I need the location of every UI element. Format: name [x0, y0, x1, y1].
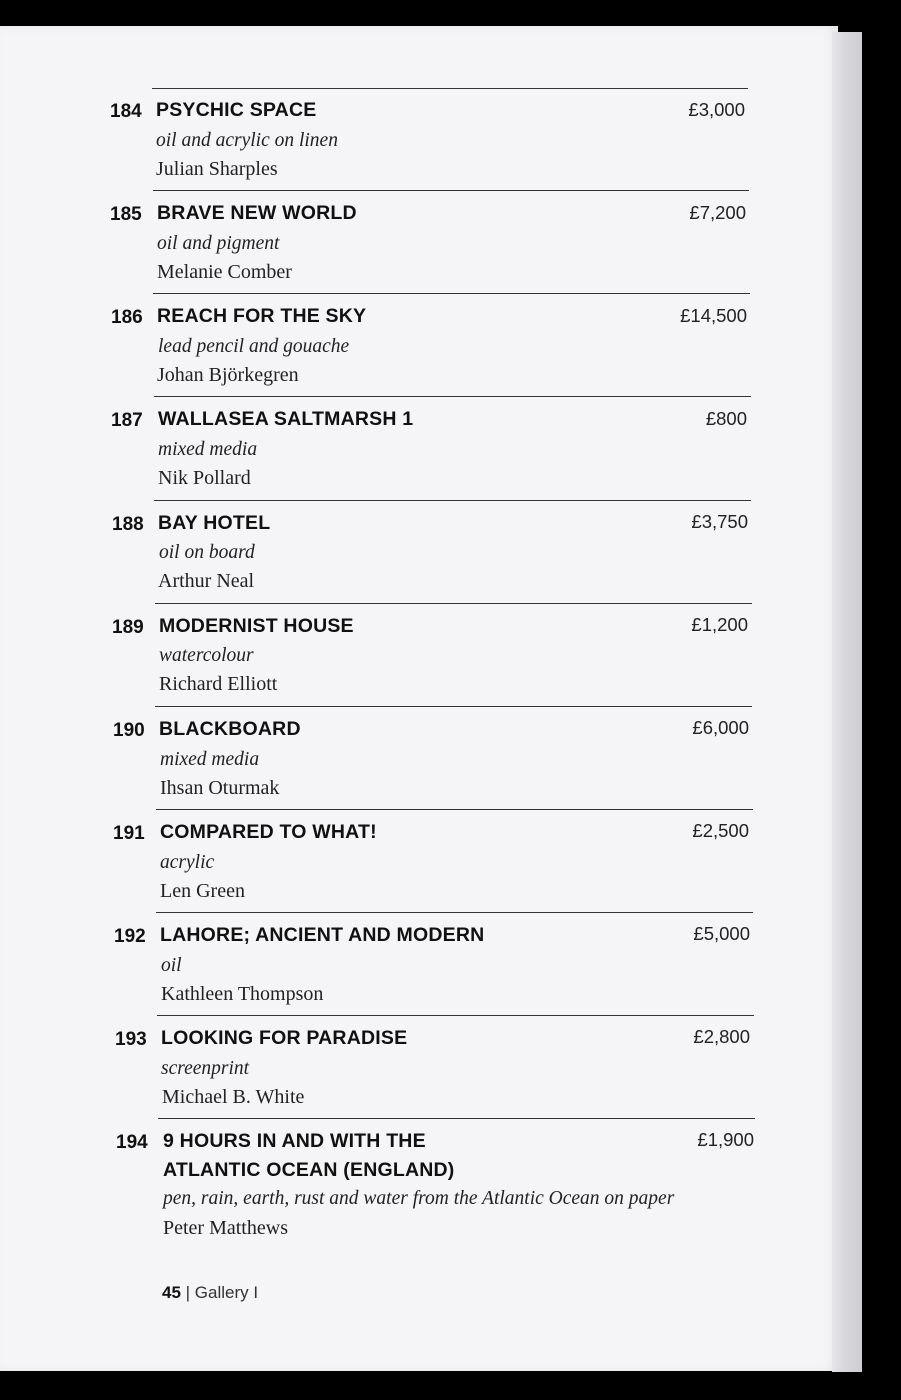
entry-price: £3,750	[691, 511, 748, 532]
entry-price: £3,000	[688, 99, 745, 120]
entry-divider	[154, 396, 751, 397]
entry-number: 186	[111, 307, 143, 328]
entry-number: 188	[112, 514, 144, 535]
entry-artist: Ihsan Oturmak	[160, 777, 280, 799]
entry-number: 194	[116, 1132, 148, 1153]
entry-number: 191	[113, 823, 145, 844]
entry-title: BRAVE NEW WORLD	[157, 202, 357, 224]
entry-price: £1,900	[697, 1129, 754, 1150]
entry-divider	[156, 912, 753, 913]
entry-title: WALLASEA SALTMARSH 1	[158, 408, 414, 430]
entry-artist: Len Green	[160, 880, 245, 902]
entry-price: £800	[705, 408, 747, 429]
entry-medium: oil on board	[159, 542, 255, 563]
entry-divider	[153, 190, 749, 191]
entry-artist: Julian Sharples	[156, 158, 278, 180]
entry-medium: mixed media	[158, 439, 258, 460]
entry-number: 185	[110, 204, 142, 225]
entry-price: £5,000	[693, 923, 750, 944]
entry-artist: Nik Pollard	[158, 467, 251, 489]
entry-title: COMPARED TO WHAT!	[160, 821, 377, 843]
entry-price: £1,200	[691, 614, 748, 635]
entry-artist: Johan Björkegren	[157, 364, 299, 386]
entry-medium: pen, rain, earth, rust and water from the Atlantic Ocean on paper	[163, 1188, 675, 1209]
entry-divider	[158, 1118, 755, 1119]
entry-divider	[154, 500, 751, 501]
entry-title-line-1: 9 HOURS IN AND WITH THE	[163, 1130, 426, 1152]
entry-number: 184	[110, 101, 142, 122]
page-edge	[832, 32, 862, 1372]
entry-medium: watercolour	[159, 645, 254, 666]
entry-price: £2,500	[692, 820, 749, 841]
entry-artist: Michael B. White	[162, 1086, 305, 1108]
entry-divider	[156, 809, 753, 810]
entry-medium: oil and pigment	[157, 233, 280, 254]
entry-title: MODERNIST HOUSE	[159, 615, 354, 637]
entry-price: £14,500	[680, 305, 747, 326]
page-footer	[162, 1283, 258, 1303]
entry-title: REACH FOR THE SKY	[157, 305, 367, 327]
entry-title: LAHORE; ANCIENT AND MODERN	[160, 924, 485, 946]
section-label: | Gallery I	[185, 1283, 259, 1302]
entry-title-line-2: ATLANTIC OCEAN (ENGLAND)	[163, 1159, 455, 1181]
entry-medium: mixed media	[160, 749, 260, 770]
entry-divider	[153, 293, 750, 294]
entry-number: 190	[113, 720, 145, 741]
entry-medium: oil	[161, 955, 182, 976]
page-number: 45	[162, 1283, 181, 1302]
entry-artist: Peter Matthews	[163, 1217, 288, 1239]
entry-title: PSYCHIC SPACE	[156, 99, 317, 121]
entry-price: £6,000	[692, 717, 749, 738]
entry-price: £7,200	[689, 202, 746, 223]
entry-number: 189	[112, 617, 144, 638]
entry-artist: Arthur Neal	[158, 570, 255, 592]
entry-title: LOOKING FOR PARADISE	[161, 1027, 408, 1049]
entry-title: BAY HOTEL	[158, 512, 271, 534]
entry-price: £2,800	[693, 1026, 750, 1047]
entry-medium: acrylic	[160, 852, 215, 873]
entry-medium: screenprint	[161, 1058, 250, 1079]
entry-divider	[155, 706, 752, 707]
entry-artist: Richard Elliott	[159, 673, 278, 695]
entry-medium: oil and acrylic on linen	[156, 130, 338, 151]
entry-divider	[157, 1015, 754, 1016]
entry-number: 193	[115, 1029, 147, 1050]
entry-number: 187	[111, 410, 143, 431]
entry-artist: Melanie Comber	[157, 261, 292, 283]
entry-divider	[155, 603, 752, 604]
entry-medium: lead pencil and gouache	[158, 336, 350, 357]
entry-divider	[152, 88, 748, 89]
entry-number: 192	[114, 926, 146, 947]
entry-title: BLACKBOARD	[159, 718, 301, 740]
entry-artist: Kathleen Thompson	[161, 983, 324, 1005]
